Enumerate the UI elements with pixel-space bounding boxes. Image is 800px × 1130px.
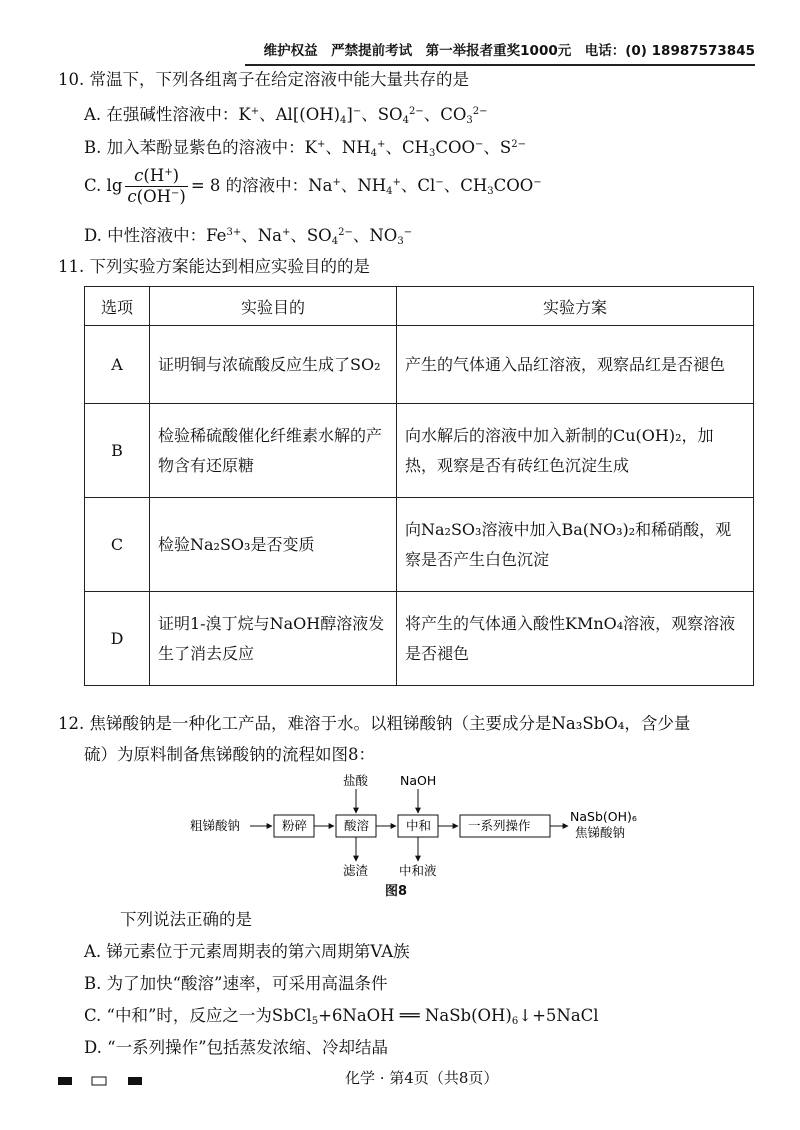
flow-product-name: 焦锑酸钠	[575, 825, 626, 840]
flow-input-naoh: NaOH	[400, 773, 437, 788]
footer-mark-filled	[128, 1077, 142, 1085]
table-header-option: 选项	[85, 287, 150, 326]
q10-c-label: C.	[84, 176, 102, 195]
q10-option-c: C. lg $\frac{c(H^+)}{c(OH^-)}$ = 8 的溶液中：Na+、$NH_4^+$、Cl−、$CH_3COO^-$	[84, 166, 542, 206]
footer-mark-filled	[58, 1077, 72, 1085]
row-key: D	[85, 592, 150, 686]
flow-step2-label: 酸溶	[344, 818, 370, 833]
table-header-plan: 实验方案	[397, 287, 754, 326]
flow-product-formula: NaSb(OH)₆	[570, 809, 637, 824]
q10-a-label: A. 在强碱性溶液中：	[84, 105, 239, 124]
footer-mark-empty	[92, 1077, 106, 1085]
q12-c-prefix: C. “中和”时，反应之一为	[84, 1006, 272, 1025]
row-purpose: 证明铜与浓硫酸反应生成了SO₂	[150, 326, 397, 404]
page-header: 维护权益 严禁提前考试 第一举报者重奖1000元 电话：(0) 18987573845	[245, 38, 755, 66]
q12-option-d: D. “一系列操作”包括蒸发浓缩、冷却结晶	[84, 1038, 389, 1057]
q10-stem: 10. 常温下，下列各组离子在给定溶液中能大量共存的是	[58, 70, 469, 89]
table-header-purpose: 实验目的	[150, 287, 397, 326]
table-row	[85, 498, 754, 592]
flowchart	[190, 773, 637, 900]
figure-caption: 图8	[385, 884, 408, 899]
row-purpose: 检验稀硫酸催化纤维素水解的产物含有还原糖	[150, 404, 397, 498]
flow-step4-label: 一系列操作	[468, 818, 531, 833]
flow-output-solution: 中和液	[399, 863, 437, 878]
ratio-fraction: $\frac{c(H^+)}{c(OH^-)}$	[127, 166, 186, 206]
q12-option-c: C. “中和”时，反应之一为SbCl$_5$+6NaOH ══ $NaSb(OH)_6↓+5NaCl$	[84, 1006, 599, 1027]
row-key: C	[85, 498, 150, 592]
table-row	[85, 404, 754, 498]
q12-stem-line1: 12. 焦锑酸钠是一种化工产品，难溶于水。以粗锑酸钠（主要成分是Na₃SbO₄，含少量	[58, 714, 691, 733]
q10-c-mid: = 8 的溶液中：	[190, 176, 309, 195]
q10-option-b: B. 加入苯酚显紫色的溶液中：K+、$NH_4^+$、$CH_3COO^-$、$S^{2-}$	[84, 138, 526, 159]
q12-option-b: B. 为了加快“酸溶”速率，可采用高温条件	[84, 974, 388, 993]
q10-option-d: D. 中性溶液中：$Fe^{3+}$、Na+、$SO_4^{2-}$、$NO_3^-$	[84, 226, 413, 247]
q10-d-label: D. 中性溶液中：	[84, 226, 207, 245]
q12-stem-line2: 硫）为原料制备焦锑酸钠的流程如图8：	[84, 745, 375, 764]
table-row	[85, 592, 754, 686]
flow-output-residue: 滤渣	[343, 863, 369, 878]
footer-marks	[58, 1075, 148, 1087]
q11-stem: 11. 下列实验方案能达到相应实验目的的是	[58, 257, 370, 276]
q12-prompt: 下列说法正确的是	[120, 910, 252, 929]
table-row	[85, 326, 754, 404]
flow-step1-label: 粉碎	[282, 818, 308, 833]
row-plan: 向水解后的溶液中加入新制的Cu(OH)₂，加热，观察是否有砖红色沉淀生成	[397, 404, 754, 498]
q10-b-label: B. 加入苯酚显紫色的溶液中：	[84, 138, 305, 157]
flow-start-label: 粗锑酸钠	[190, 818, 241, 833]
experiment-table	[84, 286, 754, 686]
row-key: B	[85, 404, 150, 498]
row-plan: 产生的气体通入品红溶液，观察品红是否褪色	[397, 326, 754, 404]
row-purpose: 检验Na₂SO₃是否变质	[150, 498, 397, 592]
row-plan: 向Na₂SO₃溶液中加入Ba(NO₃)₂和稀硝酸，观察是否产生白色沉淀	[397, 498, 754, 592]
q10-option-a: A. 在强碱性溶液中：K+、$Al[(OH)_4]^-$、$SO_4^{2-}$、$CO_3^{2-}$	[84, 105, 488, 126]
row-purpose: 证明1-溴丁烷与NaOH醇溶液发生了消去反应	[150, 592, 397, 686]
page-number: 化学 · 第4页（共8页）	[345, 1069, 499, 1087]
flow-step3-label: 中和	[406, 818, 432, 833]
q12-option-a: A. 锑元素位于元素周期表的第六周期第VA族	[84, 942, 410, 961]
flow-input-acid: 盐酸	[343, 773, 369, 788]
row-plan: 将产生的气体通入酸性KMnO₄溶液，观察溶液是否褪色	[397, 592, 754, 686]
row-key: A	[85, 326, 150, 404]
